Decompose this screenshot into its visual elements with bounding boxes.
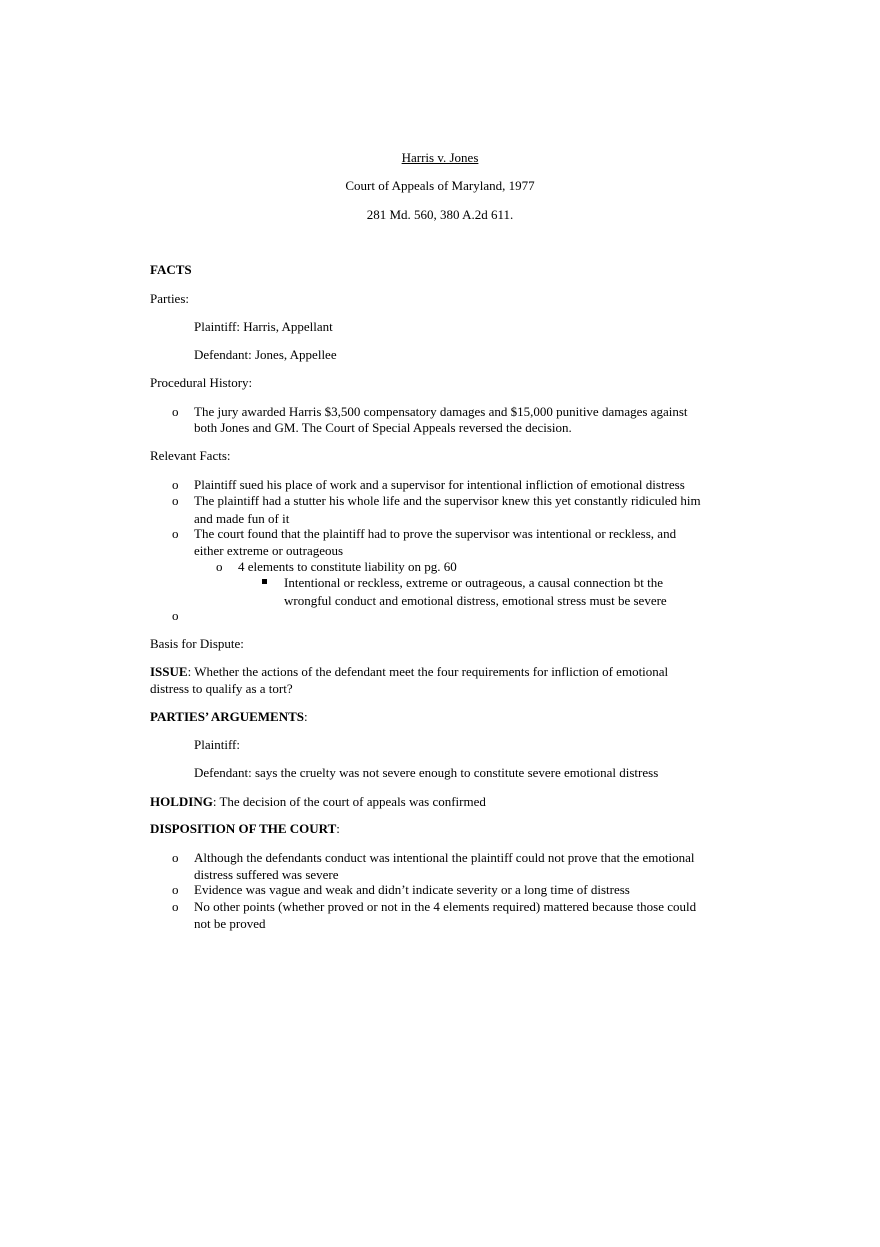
disposition-bullet: o (172, 882, 179, 897)
disposition-colon: : (336, 821, 340, 836)
relevant-item-2-line-1: The plaintiff had a stutter his whole life and the supervisor knew this yet constantly ridiculed him (194, 493, 701, 508)
sub-bullet: o (216, 559, 223, 574)
case-name: Harris v. Jones (401, 150, 479, 165)
relevant-item-1: Plaintiff sued his place of work and a supervisor for intentional infliction of emotional distress (194, 477, 685, 492)
defendant-party: Defendant: Jones, Appellee (194, 347, 337, 362)
arguments-colon: : (304, 709, 308, 724)
disposition-item-1-line-2: distress suffered was severe (194, 867, 339, 882)
arguments-defendant: Defendant: says the cruelty was not severe enough to constitute severe emotional distress (194, 765, 659, 780)
relevant-bullet: o (172, 493, 179, 508)
square-bullet-icon (262, 579, 267, 584)
disposition-item-2: Evidence was vague and weak and didn’t indicate severity or a long time of distress (194, 882, 630, 897)
court-name: Court of Appeals of Maryland, 1977 (345, 178, 535, 193)
relevant-item-3-line-1: The court found that the plaintiff had to prove the supervisor was intentional or reckless, and (194, 526, 677, 541)
disposition-bullet: o (172, 899, 179, 914)
issue-line-1 (150, 664, 668, 680)
arguments-heading (150, 709, 308, 725)
holding-line (150, 794, 486, 810)
procedural-history-label: Procedural History: (150, 375, 253, 390)
relevant-item-2-line-2: and made fun of it (194, 511, 290, 526)
facts-heading: FACTS (150, 262, 192, 277)
arguments-plaintiff: Plaintiff: (194, 737, 240, 752)
sub-item-elements: 4 elements to constitute liability on pg. 60 (238, 559, 457, 574)
subsub-item-line-2: wrongful conduct and emotional distress, emotional stress must be severe (284, 593, 667, 608)
procedural-line-1: The jury awarded Harris $3,500 compensatory damages and $15,000 punitive damages against (194, 404, 688, 419)
disposition-label: DISPOSITION OF THE COURT (150, 821, 337, 836)
empty-bullet: o (172, 608, 179, 623)
parties-label: Parties: (150, 291, 189, 306)
arguments-label: PARTIES’ ARGUEMENTS (150, 709, 305, 724)
issue-text: : Whether the actions of the defendant meet the four requirements for infliction of emotional (187, 664, 669, 679)
procedural-line-2: both Jones and GM. The Court of Special Appeals reversed the decision. (194, 420, 572, 435)
holding-label: HOLDING (150, 794, 213, 809)
disposition-bullet: o (172, 850, 179, 865)
plaintiff-party: Plaintiff: Harris, Appellant (194, 319, 333, 334)
disposition-heading (150, 821, 340, 837)
procedural-bullet: o (172, 404, 179, 419)
relevant-item-3-line-2: either extreme or outrageous (194, 543, 344, 558)
holding-text: : The decision of the court of appeals was confirmed (212, 794, 486, 809)
citation: 281 Md. 560, 380 A.2d 611. (366, 207, 514, 222)
relevant-facts-label: Relevant Facts: (150, 448, 231, 463)
issue-label: ISSUE (150, 664, 188, 679)
basis-for-dispute-label: Basis for Dispute: (150, 636, 244, 651)
relevant-bullet: o (172, 526, 179, 541)
issue-line-2: distress to qualify as a tort? (150, 681, 293, 696)
disposition-item-3-line-2: not be proved (194, 916, 266, 931)
disposition-item-1-line-1: Although the defendants conduct was intentional the plaintiff could not prove that the emotional (194, 850, 695, 865)
disposition-item-3-line-1: No other points (whether proved or not in the 4 elements required) mattered because those could (194, 899, 697, 914)
subsub-item-line-1: Intentional or reckless, extreme or outrageous, a causal connection bt the (284, 575, 664, 590)
relevant-bullet: o (172, 477, 179, 492)
